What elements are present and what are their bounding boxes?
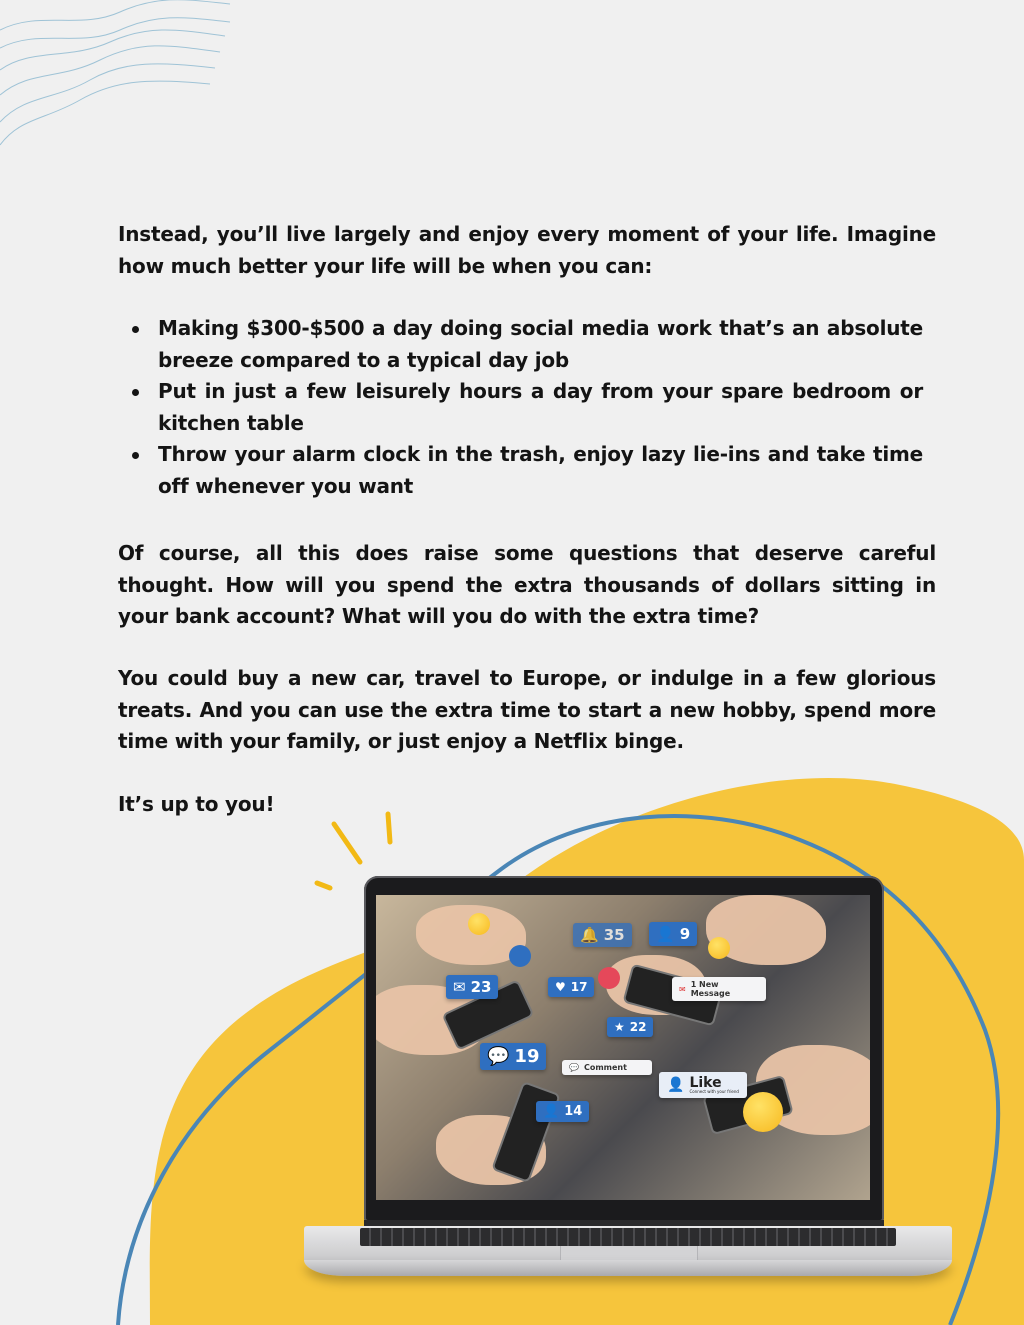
mail-icon: ✉ bbox=[679, 984, 686, 994]
questions-text: Of course, all this does raise some questions that deserve careful thought. How will you spend the extra thousands of dollars sitting in your bank account? What will you do with the extra time? bbox=[118, 541, 936, 628]
laptop-base bbox=[304, 1260, 952, 1276]
notification-badge bbox=[562, 1060, 652, 1075]
notification-badge bbox=[446, 975, 498, 999]
notification-count: 9 bbox=[679, 925, 691, 943]
laptop-keyboard-deck bbox=[304, 1226, 952, 1260]
questions-paragraph bbox=[118, 538, 936, 633]
notification-sublabel: Connect with your friend bbox=[689, 1089, 739, 1094]
list-item-text: Put in just a few leisurely hours a day from your spare bedroom or kitchen table bbox=[158, 379, 923, 435]
notification-badge bbox=[649, 922, 697, 946]
user-icon: 👤 bbox=[543, 1104, 560, 1119]
intro-text: Instead, you’ll live largely and enjoy every moment of your life. Imagine how much better your life will be when you can: bbox=[118, 222, 936, 278]
bell-icon: 🔔 bbox=[580, 926, 599, 944]
notification-label: Like bbox=[689, 1075, 722, 1091]
notification-label: Comment bbox=[583, 1063, 627, 1072]
like-card bbox=[689, 1076, 739, 1094]
notification-count: 22 bbox=[629, 1020, 647, 1034]
notification-label: 1 New Message bbox=[690, 980, 731, 998]
list-item bbox=[118, 313, 923, 376]
emoji-icon bbox=[708, 937, 730, 959]
comment-icon: 💬 bbox=[569, 1063, 579, 1072]
bullet-dot bbox=[132, 452, 139, 459]
mail-icon: ✉ bbox=[453, 978, 466, 996]
options-paragraph bbox=[118, 663, 936, 758]
closing-paragraph bbox=[118, 789, 936, 821]
trackpad bbox=[560, 1246, 698, 1261]
notification-badge bbox=[672, 977, 766, 1001]
list-item bbox=[118, 376, 923, 439]
list-item-text: Throw your alarm clock in the trash, enjoy lazy lie-ins and take time off whenever you want bbox=[158, 442, 923, 498]
bullet-dot bbox=[132, 326, 139, 333]
notification-count: 14 bbox=[564, 1104, 583, 1119]
list-item-text: Making $300-$500 a day doing social media work that’s an absolute breeze compared to a typical day job bbox=[158, 316, 923, 372]
bullet-dot bbox=[132, 389, 139, 396]
notification-count: 17 bbox=[570, 980, 588, 994]
notification-badge bbox=[548, 977, 594, 997]
laptop-illustration bbox=[304, 876, 952, 1288]
keyboard-keys bbox=[360, 1228, 896, 1246]
options-text: You could buy a new car, travel to Europe, or indulge in a few glorious treats. And you can use the extra time to start a new hobby, spend more time with your family, or just enjoy a Netflix binge. bbox=[118, 666, 936, 753]
star-icon: ★ bbox=[614, 1020, 625, 1034]
notification-badge bbox=[607, 1017, 653, 1037]
laptop-lid bbox=[364, 876, 884, 1222]
closing-text: It’s up to you! bbox=[118, 792, 275, 816]
notification-count: 19 bbox=[514, 1046, 540, 1067]
list-item bbox=[118, 439, 923, 502]
user-icon: 👤 bbox=[667, 1077, 685, 1093]
notification-count: 35 bbox=[603, 926, 625, 944]
thumbs-up-icon bbox=[509, 945, 531, 967]
notification-badge bbox=[573, 923, 632, 947]
notification-badge bbox=[480, 1043, 546, 1070]
user-icon: 👤 bbox=[656, 925, 675, 943]
emoji-icon bbox=[468, 913, 490, 935]
intro-paragraph bbox=[118, 219, 936, 282]
heart-eyes-emoji-icon bbox=[743, 1092, 783, 1132]
benefits-list bbox=[118, 313, 923, 502]
heart-reaction-icon bbox=[598, 967, 620, 989]
notification-badge bbox=[659, 1072, 747, 1098]
laptop-screen-photo bbox=[376, 895, 870, 1200]
comment-bubble-icon: 💬 bbox=[487, 1046, 510, 1067]
notification-badge bbox=[536, 1101, 589, 1122]
heart-icon: ♥ bbox=[555, 980, 566, 994]
notification-count: 23 bbox=[470, 978, 492, 996]
